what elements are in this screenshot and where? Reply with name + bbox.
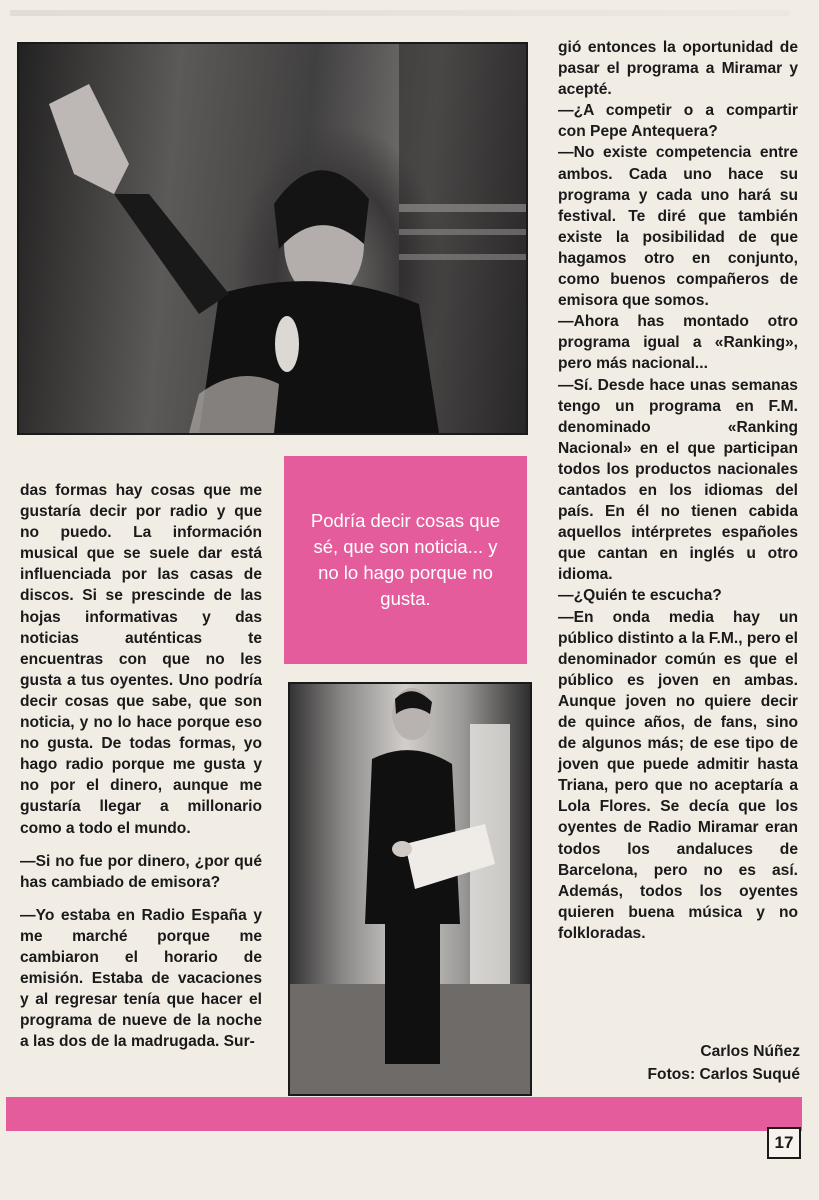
footer-bar (6, 1097, 802, 1131)
interview-answer: —No existe competencia entre ambos. Cada uno hace su programa y cada uno hará su festival. Te diré que también existe la posibilidad de que hagamos otro en conjunto, como buenos compañeros de emisora que somos. (558, 144, 798, 310)
article-paragraph: das formas hay cosas que me gustaría decir por radio y que no puedo. La información musical que se suele dar está influenciada por las casas de discos. Si se prescinde de las hojas informativas y das noticias auténticas te encuentras con que no les gusta a tus oyentes. Uno podría decir cosas que sabe, que son noticia, y no lo hace porque eso no gusta. De todas formas, yo hago radio porque me gusta y no por el dinero, aunque me gustaría llegar a millonario como a todo el mundo. (20, 482, 262, 837)
photo-top (17, 42, 528, 435)
pull-quote (284, 456, 527, 664)
byline-author: Carlos Núñez (700, 1043, 800, 1060)
interview-answer: —Yo estaba en Radio España y me marché porque me cambiaron el horario de emisión. Estaba de vacaciones y al regresar tenía que hacer el programa de nueve de la noche a las dos de la madrugada. Sur- (20, 906, 262, 1051)
top-rule (10, 10, 790, 16)
interview-question: —¿A competir o a compartir con Pepe Antequera? (558, 102, 798, 141)
article-column-left (20, 480, 262, 1052)
article-column-right (558, 37, 798, 944)
interview-question: —Ahora has montado otro programa igual a «Ranking», pero más nacional... (558, 313, 798, 373)
interview-answer: —Sí. Desde hace unas semanas tengo un programa en F.M. denominado «Ranking Nacional» en el que participan todos los productos nacionales cantados en los idiomas del país. En él no tienen cabida aquellos intérpretes españoles que cantan en inglés u otro idioma. (558, 376, 798, 584)
byline (560, 1040, 800, 1086)
pull-quote-text: Podría decir cosas que sé, que son noticia... y no lo hago porque no gusta. (310, 510, 501, 609)
byline-photos: Fotos: Carlos Suqué (647, 1066, 800, 1083)
interview-question: —Si no fue por dinero, ¿por qué has cambiado de emisora? (20, 852, 262, 891)
article-paragraph: gió entonces la oportunidad de pasar el programa a Miramar y acepté. (558, 39, 798, 99)
interview-question: —¿Quién te escucha? (558, 587, 722, 605)
interview-answer: —En onda media hay un público distinto a la F.M., pero el denominador común es que el público es joven en ambas. Aunque joven no quiere decir de quince años, de fans, sino de algunos más; de ese tipo de joven que puede admitir hasta Triana, pero que no aceptaría a Lola Flores. Se decía que los oyentes de Radio Miramar eran todos los andaluces de Barcelona, pero no es así. Además, todos los oyentes quieren buena música y no folkloradas. (558, 608, 798, 942)
page-number: 17 (767, 1127, 801, 1159)
photo-bottom (288, 682, 532, 1096)
photo-bottom-illustration (290, 684, 530, 1094)
photo-top-illustration (19, 44, 526, 433)
